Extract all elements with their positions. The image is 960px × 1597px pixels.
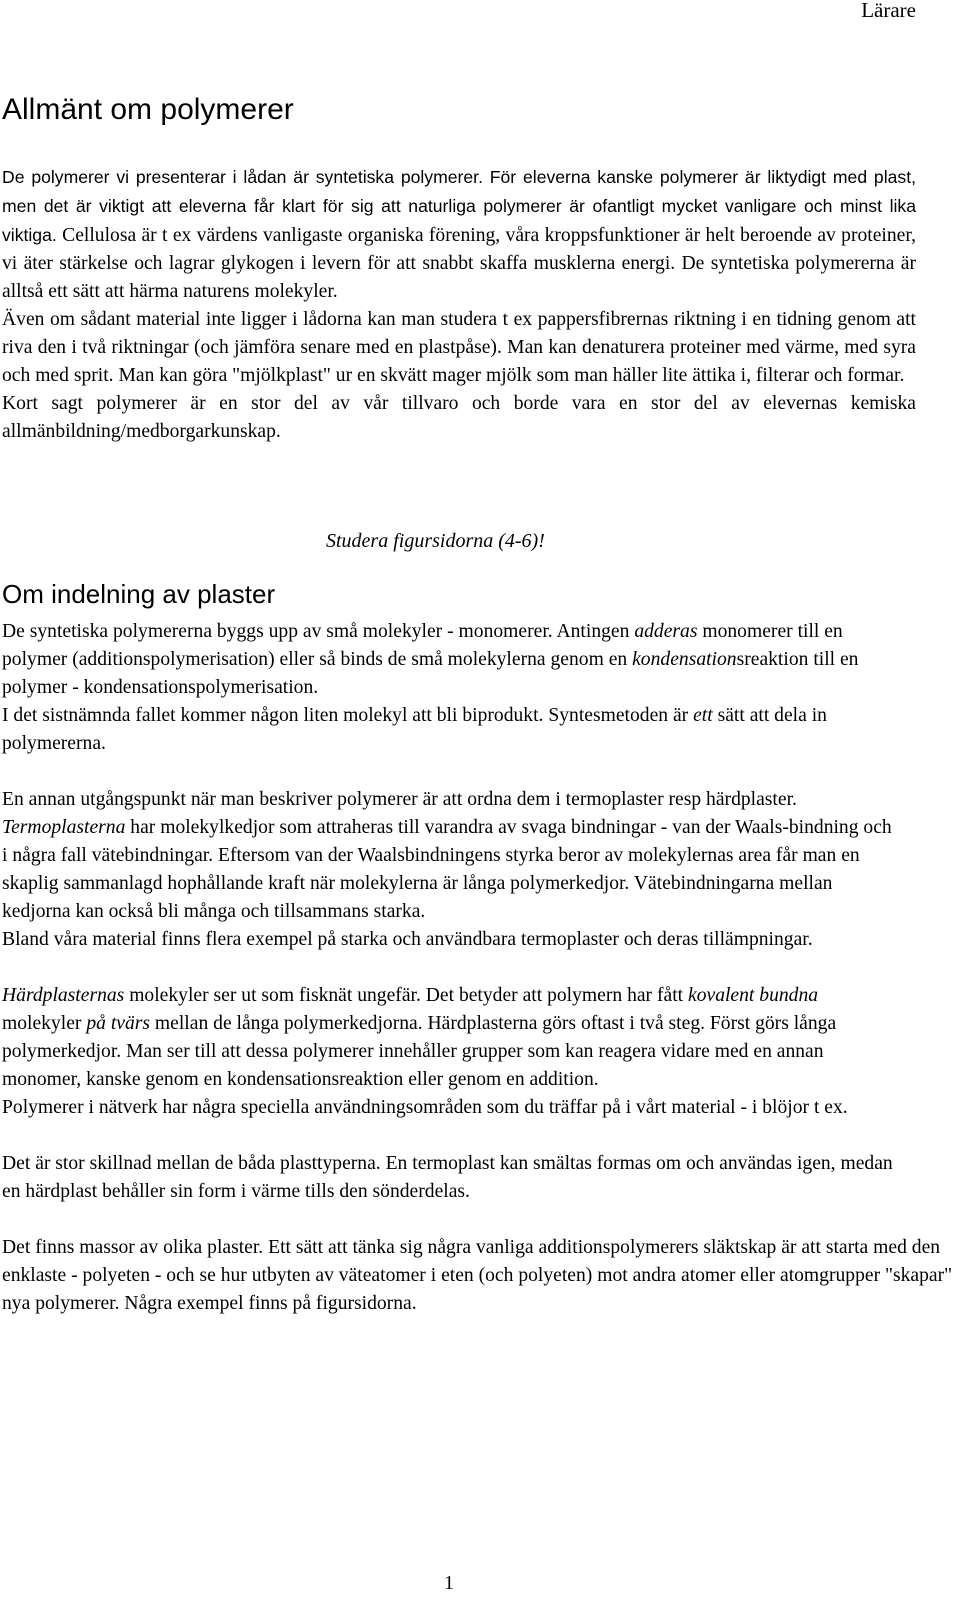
emphasis: på tvärs — [86, 1013, 151, 1034]
paragraph-thermoplastics — [2, 814, 902, 926]
figure-note: Studera figursidorna (4-6)! — [326, 530, 545, 552]
paragraph-difference: Det är stor skillnad mellan de båda plasttyperna. En termoplast kan smältas formas om och användas igen, medan en härdplast behåller sin form i värme tills den sönderdelas. — [2, 1153, 893, 1202]
text-run: sreaktion till en polymer - kondensationspolymerisation. — [2, 649, 859, 698]
intro-paragraph-1 — [2, 163, 916, 306]
intro-paragraph-2: Även om sådant material inte ligger i lådorna kan man studera t ex pappersfibrernas riktning i en tidning genom att riva den i två riktningar (och jämföra senare med en plastpåse). Man kan denaturera proteiner med värme, med syra och med sprit. Man kan göra "mjölkplast" ur en skvätt mager mjölk som man häller lite ättika i, filterar och formar. — [2, 309, 916, 386]
page-title: Allmänt om polymerer — [2, 93, 294, 126]
text-run: De syntetiska polymererna byggs upp av små molekyler - monomerer. Antingen — [2, 621, 635, 642]
page-number: 1 — [444, 1572, 454, 1594]
header-label: Lärare — [861, 0, 916, 22]
emphasis: Termoplasterna — [2, 817, 126, 838]
text-run: monomerer till en polymer (additionspolymerisation) eller så binds de små molekylerna genom en — [2, 621, 843, 670]
paragraph-synthesis — [2, 618, 902, 702]
intro-sentence-2: Cellulosa är t ex värdens vanligaste organiska förening, våra kroppsfunktioner är helt beroende av proteiner, vi äter stärkelse och lagrar glykogen i levern för att snabbt skaffa musklerna energi. De syntetiska polymererna är alltså ett sätt att härma naturens molekyler. — [2, 225, 917, 302]
text-run: har molekylkedjor som attraheras till varandra av svaga bindningar - van der Waals-bindning och i några fall vätebindningar. Eftersom van der Waalsbindningens styrka beror av molekylernas area får man en skaplig sammanlagd hophållande kraft när molekylerna är långa polymerkedjor. Vätebindningarna mellan kedjorna kan också bli många och tillsammans starka. — [2, 817, 892, 922]
section-body — [2, 618, 953, 1318]
paragraph-examples: Bland våra material finns flera exempel på starka och användbara termoplaster och deras tillämpningar. — [2, 929, 813, 950]
text-run: molekyler ser ut som fisknät ungefär. Det betyder att polymern har fått — [124, 985, 688, 1006]
paragraph-thermosets — [2, 982, 902, 1094]
emphasis: kovalent bundna — [688, 985, 819, 1006]
emphasis: adderas — [634, 621, 698, 642]
text-run: sätt att dela in polymererna. — [2, 705, 827, 754]
emphasis: ett — [693, 705, 713, 726]
paragraph-networks: Polymerer i nätverk har några speciella användningsområden som du träffar på i vårt material - i blöjor t ex. — [2, 1097, 848, 1118]
intro-paragraph-3: Kort sagt polymerer är en stor del av vår tillvaro och borde vara en stor del av elevernas kemiska allmänbildning/medborgarkunskap. — [2, 393, 916, 442]
text-run: mellan de långa polymerkedjorna. Härdplasterna görs oftast i två steg. Först görs långa polymerkedjor. Man ser till att dessa polymerer innehåller grupper som kan reagera vidare med en annan monomer, kanske genom en kondensationsreaktion eller genom en addition. — [2, 1013, 837, 1090]
emphasis: kondensation — [632, 649, 737, 670]
paragraph-variety: Det finns massor av olika plaster. Ett sätt att tänka sig några vanliga additionspolymerers släktskap är att starta med den enklaste - polyeten - och se hur utbyten av väteatomer i eten (och polyeten) mot andra atomer eller atomgrupper "skapar" nya polymerer. Några exempel finns på figursidorna. — [2, 1237, 953, 1314]
paragraph-categories: En annan utgångspunkt när man beskriver polymerer är att ordna dem i termoplaster resp härdplaster. — [2, 789, 797, 810]
paragraph-byproduct — [2, 702, 902, 758]
intro-section — [2, 163, 916, 446]
section-title: Om indelning av plaster — [2, 579, 276, 609]
emphasis: Härdplasternas — [2, 985, 125, 1006]
intro-sentence-1: De polymerer vi presenterar i lådan är syntetiska polymerer. För eleverna kanske polymerer är liktydigt med plast, men det är viktigt att eleverna får klart för sig att naturliga polymerer är ofantligt mycket vanligare och minst lika viktiga. — [2, 167, 916, 245]
text-run: molekyler — [2, 1013, 87, 1034]
text-run: I det sistnämnda fallet kommer någon liten molekyl att bli biprodukt. Syntesmetoden är — [2, 705, 694, 726]
